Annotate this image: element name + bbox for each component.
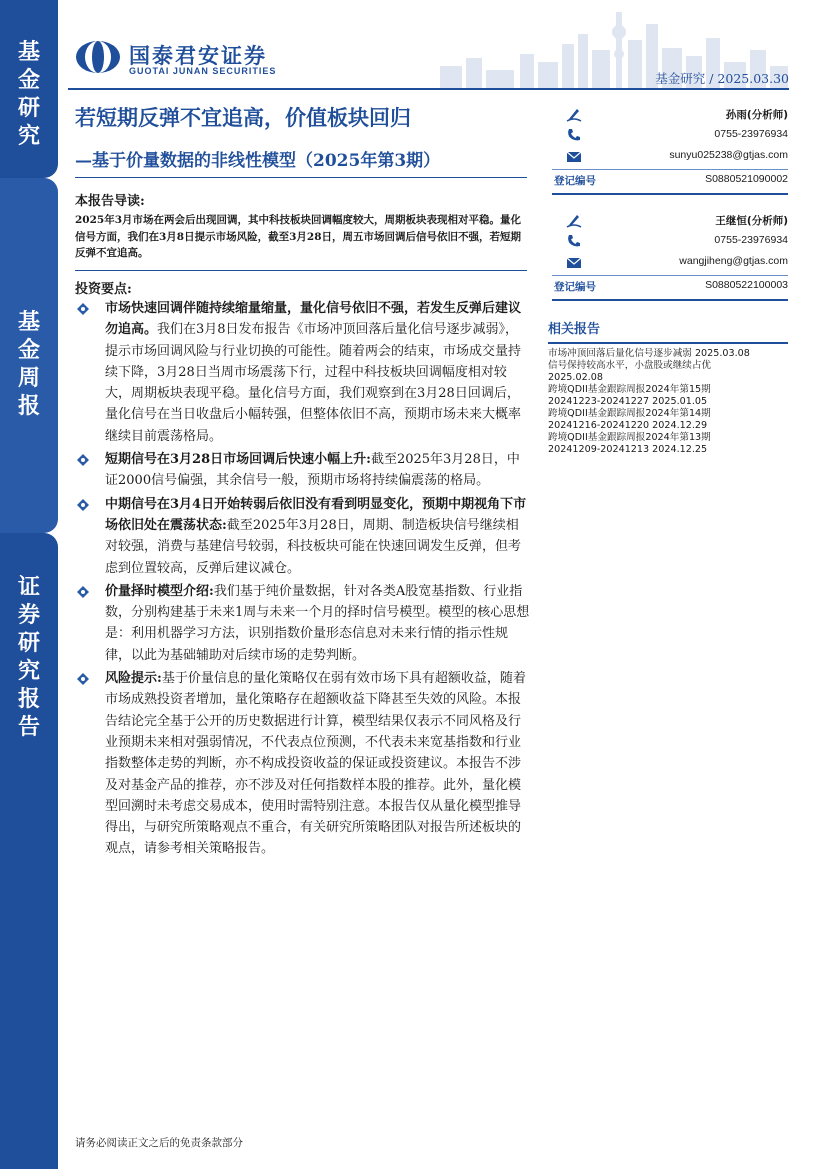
phone-icon [566,233,582,249]
points-heading: 投资要点: [75,282,132,297]
logo-mark-icon [75,40,121,74]
company-logo [75,40,335,80]
related-item[interactable]: 信号保持较高水平，小盘股或继续占优 [548,360,712,371]
pen-icon [566,212,582,228]
analyst-divider [552,193,788,195]
pen-icon [566,106,582,122]
report-subtitle: —基于价量数据的非线性模型（2025年第3期） [75,151,441,171]
diamond-bullet-icon [77,499,89,511]
guide-divider [75,270,527,271]
guide-heading: 本报告导读: [75,194,145,209]
title-divider [75,177,527,178]
analyst-email[interactable]: wangjiheng@gtjas.com [679,255,788,267]
point-item: 价量择时模型介绍:我们基于纯价量数据，针对各类A股宽基指数、行业指数，分别构建基于未来1周与未来一个月的择时信号模型。模型的核心思想是：利用机器学习方法，识别指数价量形态信息对未来行情的指示性规律，以此为基础辅助对后续市场的走势判断。 [75,581,530,666]
analyst-email-row [552,252,788,273]
analyst-card [552,104,788,195]
analyst-name: 孙雨(分析师) [725,109,788,121]
logo-text-en: GUOTAI JUNAN SECURITIES [129,66,277,76]
related-list [548,348,788,456]
diamond-bullet-icon [77,303,89,315]
point-item: 中期信号在3月4日开始转弱后依旧没有看到明显变化，预期中期视角下市场依旧处在震荡状态:截至2025年3月28日，周期、制造板块信号继续相对较强，消费与基建信号较弱，科技板块可能在快速回调发生反弹，但考虑到位置较高，反弹后建议减仓。 [75,494,530,579]
point-item: 短期信号在3月28日市场回调后快速小幅上升:截至2025年3月28日，中证2000信号偏强，其余信号一般，预期市场将持续偏震荡的格局。 [75,449,530,492]
reg-number: S0880521090002 [705,173,788,185]
sidebar-tab-fund-research: 基 金 研 究 [0,0,58,178]
sidebar-tab-securities-report: 证 券 研 究 报 告 [0,533,58,1169]
related-item[interactable]: 20241209-20241213 2024.12.25 [548,444,708,455]
analyst-name-row [552,210,788,231]
header-meta: 基金研究 / 2025.03.30 [655,71,789,86]
reg-label: 登记编号 [554,281,596,293]
analyst-name-row [552,104,788,125]
analyst-phone-row [552,231,788,252]
guide-text: 2025年3月市场在两会后出现回调，其中科技板块回调幅度较大，周期板块表现相对平稳。量化信号方面，我们在3月8日提示市场风险，截至3月28日，周五市场回调后信号依旧不强，若短期反弹不宜追高。 [75,214,522,259]
analyst-name: 王继恒(分析师) [715,215,788,227]
analyst-email[interactable]: sunyu025238@gtjas.com [669,149,788,161]
analyst-reg-row [552,276,788,297]
analyst-phone-row [552,125,788,146]
mail-icon [566,148,582,164]
related-item[interactable]: 跨境QDII基金跟踪周报2024年第14期 [548,408,711,419]
reg-number: S0880522100003 [705,279,788,291]
related-item[interactable]: 市场冲顶回落后量化信号逐步减弱 2025.03.08 [548,348,750,359]
analyst-divider [552,299,788,301]
related-item[interactable]: 跨境QDII基金跟踪周报2024年第15期 [548,384,711,395]
phone-icon [566,127,582,143]
mail-icon [566,254,582,270]
sidebar-tab-fund-weekly: 基 金 周 报 [0,178,58,533]
report-title: 若短期反弹不宜追高，价值板块回归 [75,105,411,130]
related-item[interactable]: 20241223-20241227 2025.01.05 [548,396,708,407]
related-heading: 相关报告 [548,318,788,344]
analyst-phone: 0755-23976934 [714,128,788,140]
point-item: 风险提示:基于价量信息的量化策略仅在弱有效市场下具有超额收益，随着市场成熟投资者增加，量化策略存在超额收益下降甚至失效的风险。本报告结论完全基于公开的历史数据进行计算，模型结果仅表示不同风格及行业预期未来相对强弱情况，不代表点位预测，不代表未来宽基指数和行业指数整体走势的判断，亦不构成投资收益的保证或投资建议。本报告不涉及对基金产品的推荐，亦不涉及对任何指数样本股的推荐。此外，量化模型回溯时未考虑交易成本，使用时需特别注意。本报告仅从量化模型推导得出，与研究所策略观点不重合，有关研究所策略团队对报告所述板块的观点，请参考相关策略报告。 [75,668,530,860]
sidebar [0,0,58,1169]
point-item: 市场快速回调伴随持续缩量缩量，量化信号依旧不强，若发生反弹后建议勿追高。我们在3月8日发布报告《市场冲顶回落后量化信号逐步减弱》，提示市场回调风险与行业切换的可能性。随着两会的结束，市场成交量持续下降，3月28日当周市场震荡下行，过程中科技板块回调幅度相对较大，周期板块表现平稳。量化信号方面，我们观察到在3月28日回调后，量化信号在当日收盘后小幅转强，但整体依旧不高，预期市场未来大概率继续目前震荡格局。 [75,298,530,447]
analyst-email-row [552,146,788,167]
disclaimer-footer: 请务必阅读正文之后的免责条款部分 [75,1137,243,1149]
analyst-card [552,210,788,301]
logo-text-cn: 国泰君安证券 [129,44,267,68]
diamond-bullet-icon [77,586,89,598]
related-item[interactable]: 20241216-20241220 2024.12.29 [548,420,708,431]
diamond-bullet-icon [77,454,89,466]
points-list [75,298,530,862]
reg-label: 登记编号 [554,175,596,187]
header-divider [68,88,789,90]
analyst-phone: 0755-23976934 [714,234,788,246]
related-item[interactable]: 跨境QDII基金跟踪周报2024年第13期 [548,432,711,443]
related-item[interactable]: 2025.02.08 [548,372,603,383]
analyst-reg-row [552,170,788,191]
diamond-bullet-icon [77,673,89,685]
related-reports [548,318,788,456]
